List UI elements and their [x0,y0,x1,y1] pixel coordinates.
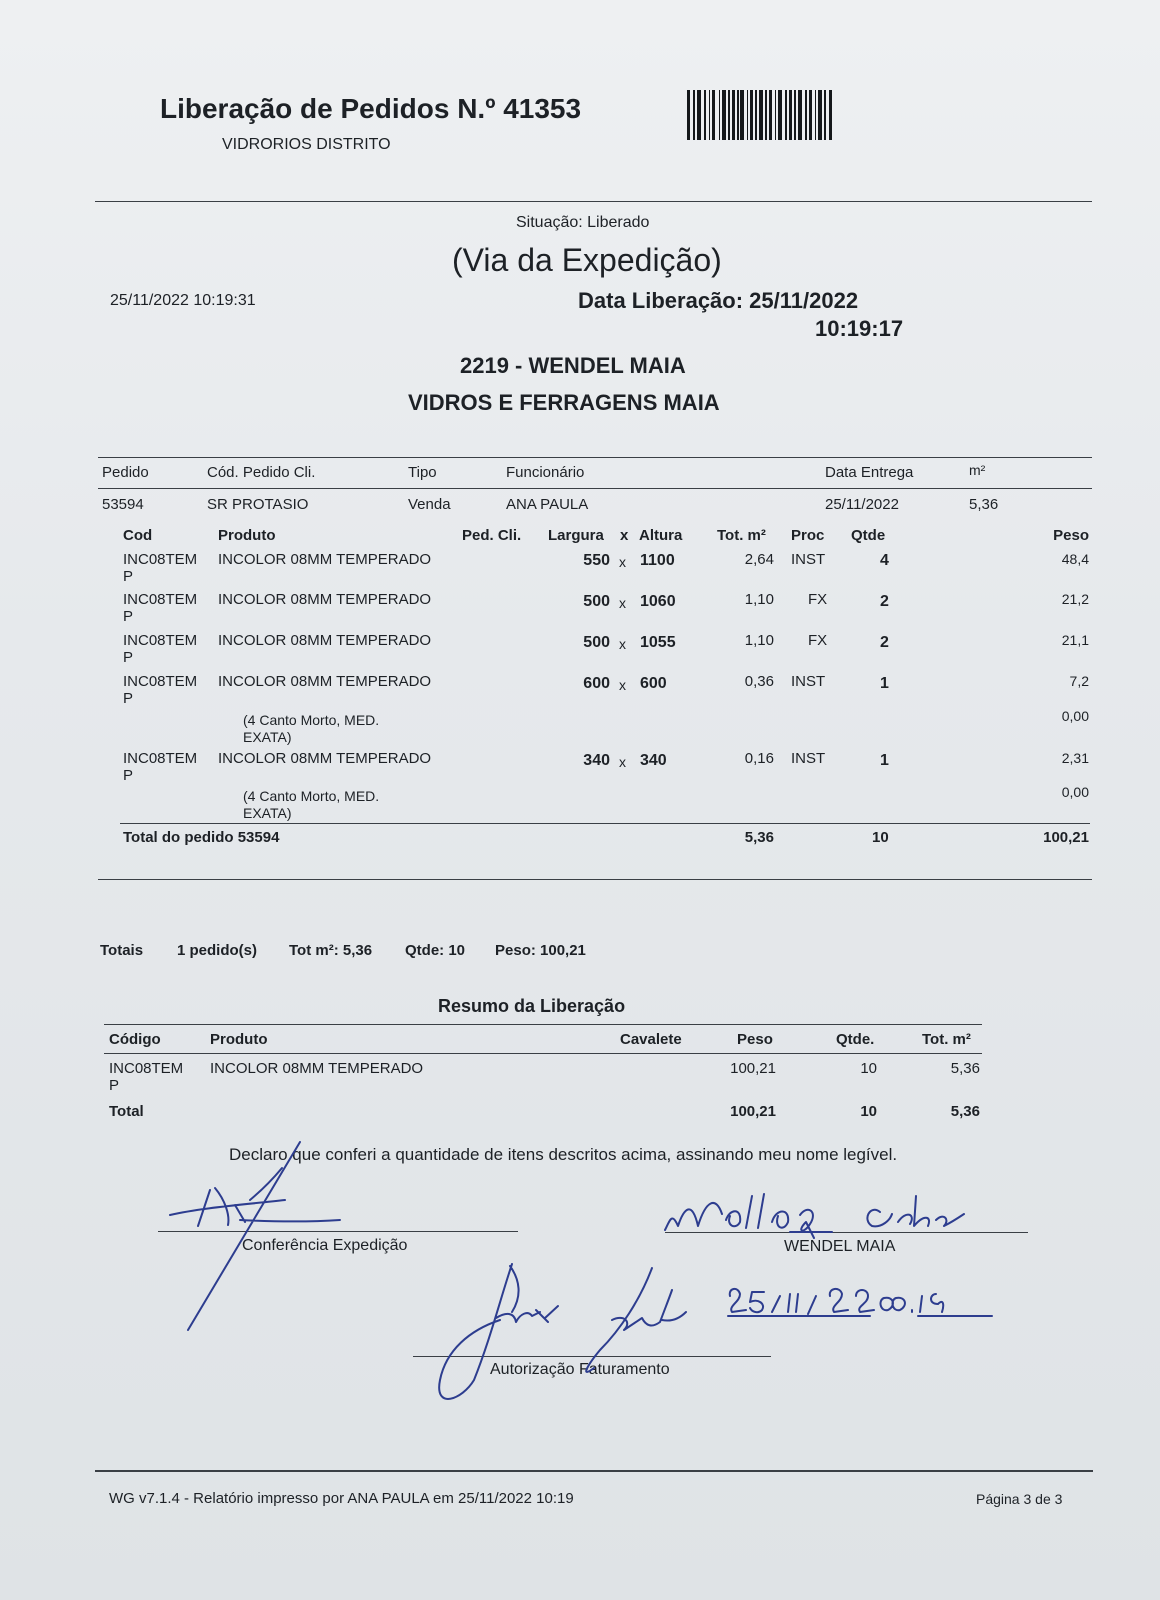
item-proc: FX [808,632,828,649]
summary-total-tot: 5,36 [950,1103,980,1120]
summary-produto: INCOLOR 08MM TEMPERADO [210,1060,424,1077]
item-peso: 2,31 [1061,750,1089,766]
liberation-time: 10:19:17 [815,316,904,341]
order-total-m2: 5,36 [744,829,774,846]
item-x: x [619,554,626,570]
totals-peso: Peso: 100,21 [495,942,586,959]
signature-label-client: WENDEL MAIA [784,1238,896,1255]
col-pedido: Pedido [102,464,149,481]
summary-peso: 100,21 [730,1060,776,1077]
divider [104,1024,982,1025]
item-note: (4 Canto Morto, MED. EXATA) [243,788,380,821]
items-col-tot-m2: Tot. m² [717,527,766,544]
item-x: x [619,754,626,770]
item-altura: 1060 [640,593,676,610]
summary-col-cavalete: Cavalete [620,1031,682,1048]
summary-title: Resumo da Liberação [438,996,626,1016]
signature-label-conferencia: Conferência Expedição [242,1237,408,1254]
item-cod: INC08TEM P [123,591,198,625]
item-note: (4 Canto Morto, MED. EXATA) [243,712,380,745]
col-m2: m² [969,462,986,478]
print-datetime: 25/11/2022 10:19:31 [110,292,256,309]
order-total-label: Total do pedido 53594 [123,829,280,846]
footer-report-info: WG v7.1.4 - Relatório impresso por ANA PAULA em 25/11/2022 10:19 [109,1490,574,1507]
item-altura: 1055 [640,634,676,651]
via-title: (Via da Expedição) [452,242,722,278]
col-funcionario: Funcionário [506,464,585,481]
summary-total-label: Total [109,1103,144,1120]
item-proc: INST [791,551,826,568]
item-cod: INC08TEM P [123,673,198,707]
item-produto: INCOLOR 08MM TEMPERADO [218,591,432,608]
item-tot-m2: 0,16 [744,750,774,767]
col-data-entrega: Data Entrega [825,464,914,481]
item-peso: 0,00 [1061,708,1089,724]
item-qtde: 2 [880,634,889,651]
divider [98,488,1092,489]
status-text: Situação: Liberado [516,214,650,231]
item-largura: 600 [583,675,610,692]
items-col-x: x [620,527,629,544]
order-m2: 5,36 [969,496,999,513]
item-tot-m2: 2,64 [744,551,774,568]
col-tipo: Tipo [408,464,437,481]
item-qtde: 1 [880,752,889,769]
totals-label: Totais [100,942,144,959]
item-largura: 500 [583,634,610,651]
order-total-qtde: 10 [872,829,889,846]
divider [95,201,1092,202]
item-largura: 340 [583,752,610,769]
summary-total-qtde: 10 [860,1103,877,1120]
item-qtde: 1 [880,675,889,692]
item-qtde: 2 [880,593,889,610]
item-tot-m2: 1,10 [744,591,774,608]
order-funcionario: ANA PAULA [506,496,589,513]
summary-col-codigo: Código [109,1031,161,1048]
page-title: Liberação de Pedidos N.º 41353 [160,93,582,124]
barcode [687,90,863,140]
item-x: x [619,677,626,693]
item-cod: INC08TEM P [123,632,198,666]
item-largura: 500 [583,593,610,610]
item-peso: 7,2 [1069,673,1089,689]
summary-col-qtde: Qtde. [836,1031,875,1048]
item-tot-m2: 0,36 [744,673,774,690]
signature-line-client [665,1232,1028,1233]
items-col-proc: Proc [791,527,825,544]
item-produto: INCOLOR 08MM TEMPERADO [218,632,432,649]
item-altura: 1100 [640,552,675,569]
summary-col-tot-m2: Tot. m² [922,1031,971,1048]
items-col-cod: Cod [123,527,153,544]
items-col-altura: Altura [639,527,683,544]
items-col-largura: Largura [548,527,604,544]
item-altura: 340 [640,752,667,769]
totals-qtde: Qtde: 10 [405,942,466,959]
signature-line-autorizacao [413,1356,771,1357]
footer-divider [95,1470,1093,1472]
items-col-produto: Produto [218,527,276,544]
item-proc: INST [791,750,826,767]
summary-qtde: 10 [860,1060,877,1077]
item-peso: 21,2 [1061,591,1089,607]
item-produto: INCOLOR 08MM TEMPERADO [218,673,432,690]
item-cod: INC08TEM P [123,750,198,784]
divider [104,1053,982,1054]
divider [98,457,1092,458]
declaration-text: Declaro que conferi a quantidade de itens descritos acima, assinando meu nome legível. [229,1145,898,1164]
item-altura: 600 [640,675,667,692]
order-total-peso: 100,21 [1043,829,1089,846]
client-company: VIDROS E FERRAGENS MAIA [408,390,720,415]
summary-total-peso: 100,21 [730,1103,776,1120]
col-cod-pedido-cli: Cód. Pedido Cli. [207,464,316,481]
totals-m2: Tot m²: 5,36 [289,942,373,959]
item-x: x [619,595,626,611]
item-produto: INCOLOR 08MM TEMPERADO [218,750,432,767]
signature-line-conferencia [158,1231,518,1232]
signature-label-autorizacao: Autorização Faturamento [490,1361,670,1378]
summary-col-peso: Peso [737,1031,773,1048]
order-cod-cli: SR PROTASIO [207,496,309,513]
item-produto: INCOLOR 08MM TEMPERADO [218,551,432,568]
item-proc: FX [808,591,828,608]
totals-pedidos: 1 pedido(s) [177,942,258,959]
client-name: 2219 - WENDEL MAIA [460,353,686,378]
order-tipo: Venda [408,496,451,513]
divider [120,823,1090,824]
divider [98,879,1092,880]
footer-page-number: Página 3 de 3 [976,1491,1063,1507]
item-peso: 0,00 [1061,784,1089,800]
order-pedido: 53594 [102,496,144,513]
summary-col-produto: Produto [210,1031,268,1048]
item-proc: INST [791,673,826,690]
item-qtde: 4 [880,552,889,569]
items-col-qtde: Qtde [851,527,886,544]
summary-cod: INC08TEM P [109,1060,184,1094]
item-cod: INC08TEM P [123,551,198,585]
order-data-entrega: 25/11/2022 [825,496,899,513]
item-x: x [619,636,626,652]
liberation-date: Data Liberação: 25/11/2022 [578,288,859,313]
items-col-peso: Peso [1053,527,1089,544]
item-peso: 21,1 [1061,632,1089,648]
item-largura: 550 [583,552,610,569]
company-name: VIDRORIOS DISTRITO [222,136,391,153]
item-tot-m2: 1,10 [744,632,774,649]
summary-tot: 5,36 [950,1060,980,1077]
item-peso: 48,4 [1061,551,1089,567]
items-col-ped-cli: Ped. Cli. [462,527,522,544]
